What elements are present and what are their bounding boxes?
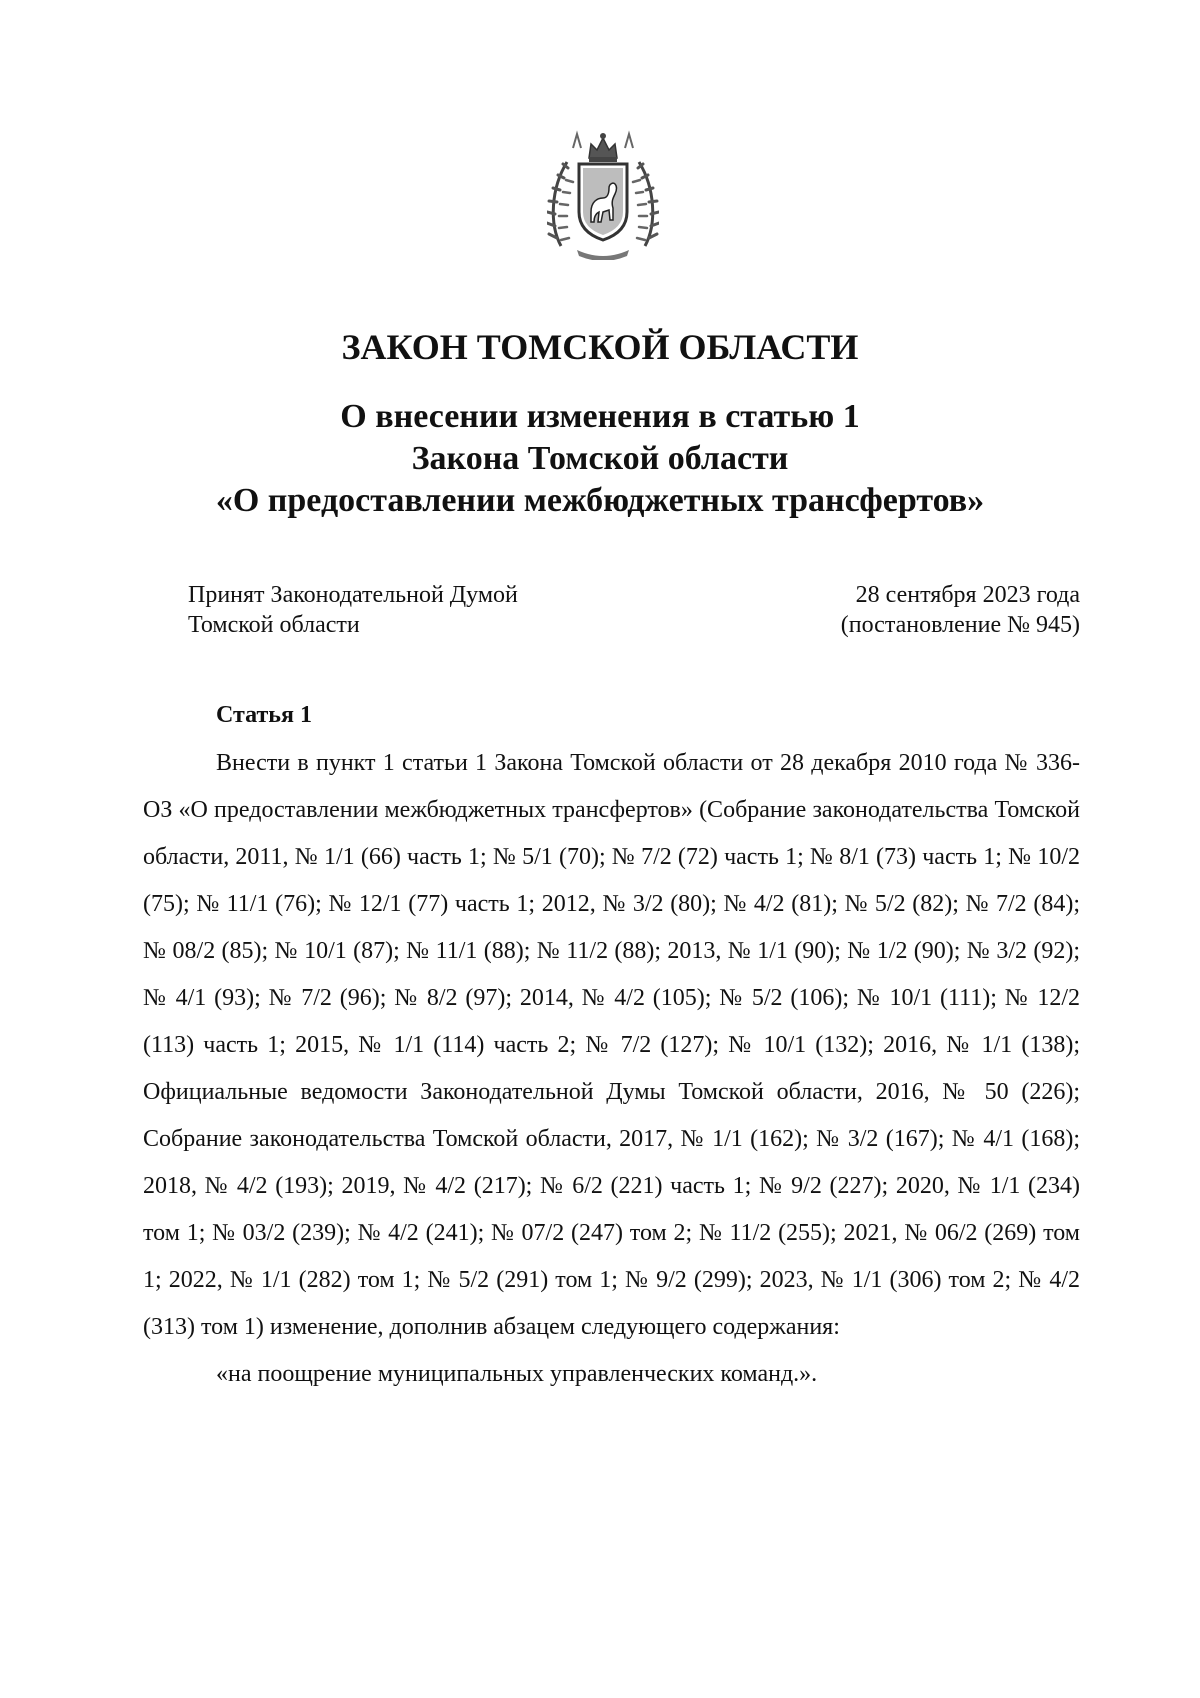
article-body	[143, 740, 1080, 1398]
law-title: ЗАКОН ТОМСКОЙ ОБЛАСТИ	[341, 327, 859, 367]
law-subtitle-line: «О предоставлении межбюджетных трансфертов»	[215, 482, 985, 519]
adoption-date-line: 28 сентября 2023 года	[855, 582, 1080, 608]
resolution-number: (постановление № 945)	[840, 612, 1080, 638]
law-subtitle	[0, 396, 1200, 522]
adoption-info	[188, 580, 1080, 640]
law-subtitle-line: Закона Томской области	[411, 440, 789, 477]
law-subtitle-line: О внесении изменения в статью 1	[340, 398, 860, 435]
coat-of-arms-icon	[547, 128, 659, 260]
article-quote: «на поощрение муниципальных управленческих команд.».	[216, 1361, 818, 1387]
article-heading: Статья 1	[216, 702, 312, 728]
adopted-by-line: Принят Законодательной Думой	[188, 582, 518, 608]
adopted-by-line: Томской области	[188, 612, 360, 638]
adopted-by	[188, 580, 518, 640]
adoption-date	[841, 580, 1080, 640]
article-paragraph: Внести в пункт 1 статьи 1 Закона Томской области от 28 декабря 2010 года № 336-ОЗ «О предоставлении межбюджетных трансфертов» (Собрание законодательства Томской области, 2011, № 1/1 (66) часть 1; № 5/1 (70); № 7/2 (72) часть 1; № 8/1 (73) часть 1; № 10/2 (75); № 11/1 (76); № 12/1 (77) часть 1; 2012, № 3/2 (80); № 4/2 (81); № 5/2 (82); № 7/2 (84); № 08/2 (85); № 10/1 (87); № 11/1 (88); № 11/2 (88); 2013, № 1/1 (90); № 1/2 (90); № 3/2 (92); № 4/1 (93); № 7/2 (96); № 8/2 (97); 2014, № 4/2 (105); № 5/2 (106); № 10/1 (111); № 12/2 (113) часть 1; 2015, № 1/1 (114) часть 2; № 7/2 (127); № 10/1 (132); 2016, № 1/1 (138); Официальные ведомости Законодательной Думы Томской области, 2016, № 50 (226); Собрание законодательства Томской области, 2017, № 1/1 (162); № 3/2 (167); № 4/1 (168); 2018, № 4/2 (193); 2019, № 4/2 (217); № 6/2 (221) часть 1; № 9/2 (227); 2020, № 1/1 (234) том 1; № 03/2 (239); № 4/2 (241); № 07/2 (247) том 2; № 11/2 (255); 2021, № 06/2 (269) том 1; 2022, № 1/1 (282) том 1; № 5/2 (291) том 1; № 9/2 (299); 2023, № 1/1 (306) том 2; № 4/2 (313) том 1) изменение, дополнив абзацем следующего содержания:	[143, 750, 1080, 1340]
